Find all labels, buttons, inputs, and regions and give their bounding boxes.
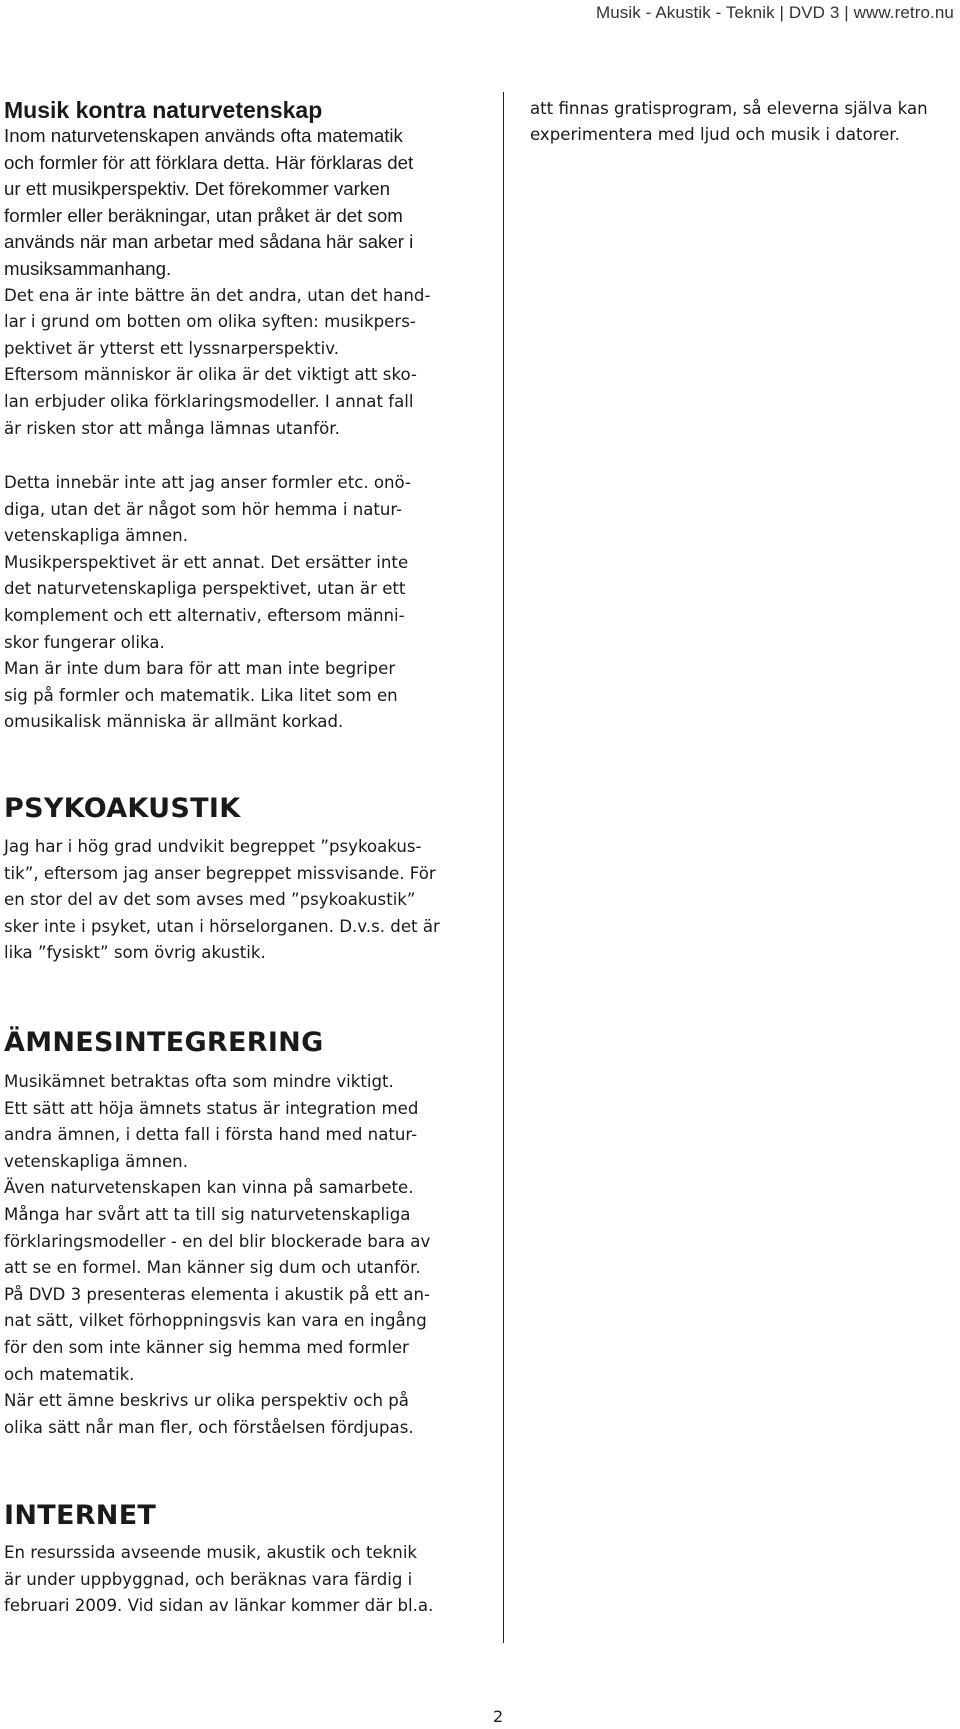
running-header: Musik - Akustik - Teknik | DVD 3 | www.retro.nu: [595, 3, 954, 22]
text-line: pektivet är ytterst ett lyssnarperspektiv.: [4, 338, 340, 358]
text-line: komplement och ett alternativ, eftersom männi-: [4, 605, 405, 625]
formler-paragraph: [4, 470, 411, 736]
text-line: Eftersom människor är olika är det viktigt att sko-: [4, 365, 417, 385]
text-line: vetenskapliga ämnen.: [4, 1151, 188, 1171]
text-line: olika sätt når man fler, och förståelsen fördjupas.: [4, 1417, 414, 1437]
text-line: och formler för att förklara detta. Här förklaras det: [4, 151, 414, 173]
text-line: lika ”fysiskt” som övrig akustik.: [4, 943, 266, 963]
section-heading: INTERNET: [4, 1500, 157, 1531]
text-line: att se en formel. Man känner sig dum och utanför.: [4, 1258, 421, 1278]
text-line: förklaringsmodeller - en del blir blockerade bara av: [4, 1231, 431, 1251]
text-line: omusikalisk människa är allmänt korkad.: [4, 712, 344, 732]
text-line: Musikämnet betraktas ofta som mindre viktigt.: [4, 1072, 394, 1091]
text-line: Det ena är inte bättre än det andra, utan det hand-: [4, 285, 431, 305]
text-line: musiksammanhang.: [4, 257, 172, 279]
section-heading: PSYKOAKUSTIK: [4, 793, 241, 824]
page-number: 2: [493, 1707, 504, 1726]
text-line: Ett sätt att höja ämnets status är integration med: [4, 1098, 419, 1118]
text-line: formler eller beräkningar, utan pråket är det som: [4, 204, 403, 226]
text-line: lan erbjuder olika förklaringsmodeller. I annat fall: [4, 391, 414, 411]
text-line: februari 2009. Vid sidan av länkar kommer där bl.a.: [4, 1596, 434, 1616]
text-line: att finnas gratisprogram, så eleverna själva kan: [530, 99, 928, 118]
text-line: nat sätt, vilket förhoppningsvis kan vara en ingång: [4, 1311, 427, 1331]
text-line: ur ett musikperspektiv. Det förekommer varken: [4, 178, 390, 200]
text-line: På DVD 3 presenteras elementa i akustik på ett an-: [4, 1284, 430, 1304]
text-line: Detta innebär inte att jag anser formler etc. onö-: [4, 473, 412, 492]
amnesintegrering-paragraph: [4, 1069, 430, 1441]
text-line: experimentera med ljud och musik i datorer.: [530, 125, 900, 144]
text-line: tik”, eftersom jag anser begreppet missvisande. För: [4, 863, 436, 883]
psykoakustik-paragraph: [4, 834, 440, 967]
intro-paragraph-2: [4, 283, 430, 443]
text-line: sig på formler och matematik. Lika litet som en: [4, 685, 398, 705]
text-line: Många har svårt att ta till sig naturvetenskapliga: [4, 1204, 411, 1224]
internet-paragraph: [4, 1540, 433, 1620]
text-line: Inom naturvetenskapen används ofta matematik: [4, 125, 403, 146]
text-line: skor fungerar olika.: [4, 632, 165, 652]
text-line: vetenskapliga ämnen.: [4, 526, 188, 546]
column-divider: [503, 92, 504, 1643]
text-line: andra ämnen, i detta fall i första hand med natur-: [4, 1125, 418, 1145]
text-line: diga, utan det är något som hör hemma i natur-: [4, 499, 403, 519]
section-amnesintegrering: [4, 1027, 430, 1441]
section-heading: ÄMNESINTEGRERING: [4, 1027, 324, 1058]
text-line: Musikperspektivet är ett annat. Det ersätter inte: [4, 552, 409, 572]
text-line: är under uppbyggnad, och beräknas vara färdig i: [4, 1569, 413, 1589]
text-line: för den som inte känner sig hemma med formler: [4, 1337, 409, 1357]
text-line: lar i grund om botten om olika syften: musikpers-: [4, 312, 416, 332]
text-line: används när man arbetar med sådana här saker i: [4, 231, 414, 253]
text-line: sker inte i psyket, utan i hörselorganen. D.v.s. det är: [4, 916, 440, 936]
text-line: Man är inte dum bara för att man inte begriper: [4, 659, 396, 679]
text-line: Även naturvetenskapen kan vinna på samarbete.: [4, 1178, 414, 1198]
section-heading: Musik kontra naturvetenskap: [4, 97, 323, 123]
section-internet: [4, 1500, 433, 1620]
right-column: [530, 96, 960, 148]
intro-paragraph: [4, 123, 430, 283]
right-paragraph: [530, 96, 960, 148]
text-line: och matematik.: [4, 1364, 135, 1384]
section-musik-kontra-naturvetenskap: [4, 96, 430, 442]
text-line: En resurssida avseende musik, akustik och teknik: [4, 1543, 418, 1562]
text-line: Jag har i hög grad undvikit begreppet ”psykoakus-: [4, 837, 422, 856]
text-line: det naturvetenskapliga perspektivet, utan är ett: [4, 579, 406, 599]
section-psykoakustik: [4, 793, 440, 967]
text-line: en stor del av det som avses med ”psykoakustik”: [4, 890, 416, 910]
section-formler: [4, 470, 411, 736]
text-line: När ett ämne beskrivs ur olika perspektiv och på: [4, 1391, 409, 1411]
text-line: är risken stor att många lämnas utanför.: [4, 418, 340, 438]
